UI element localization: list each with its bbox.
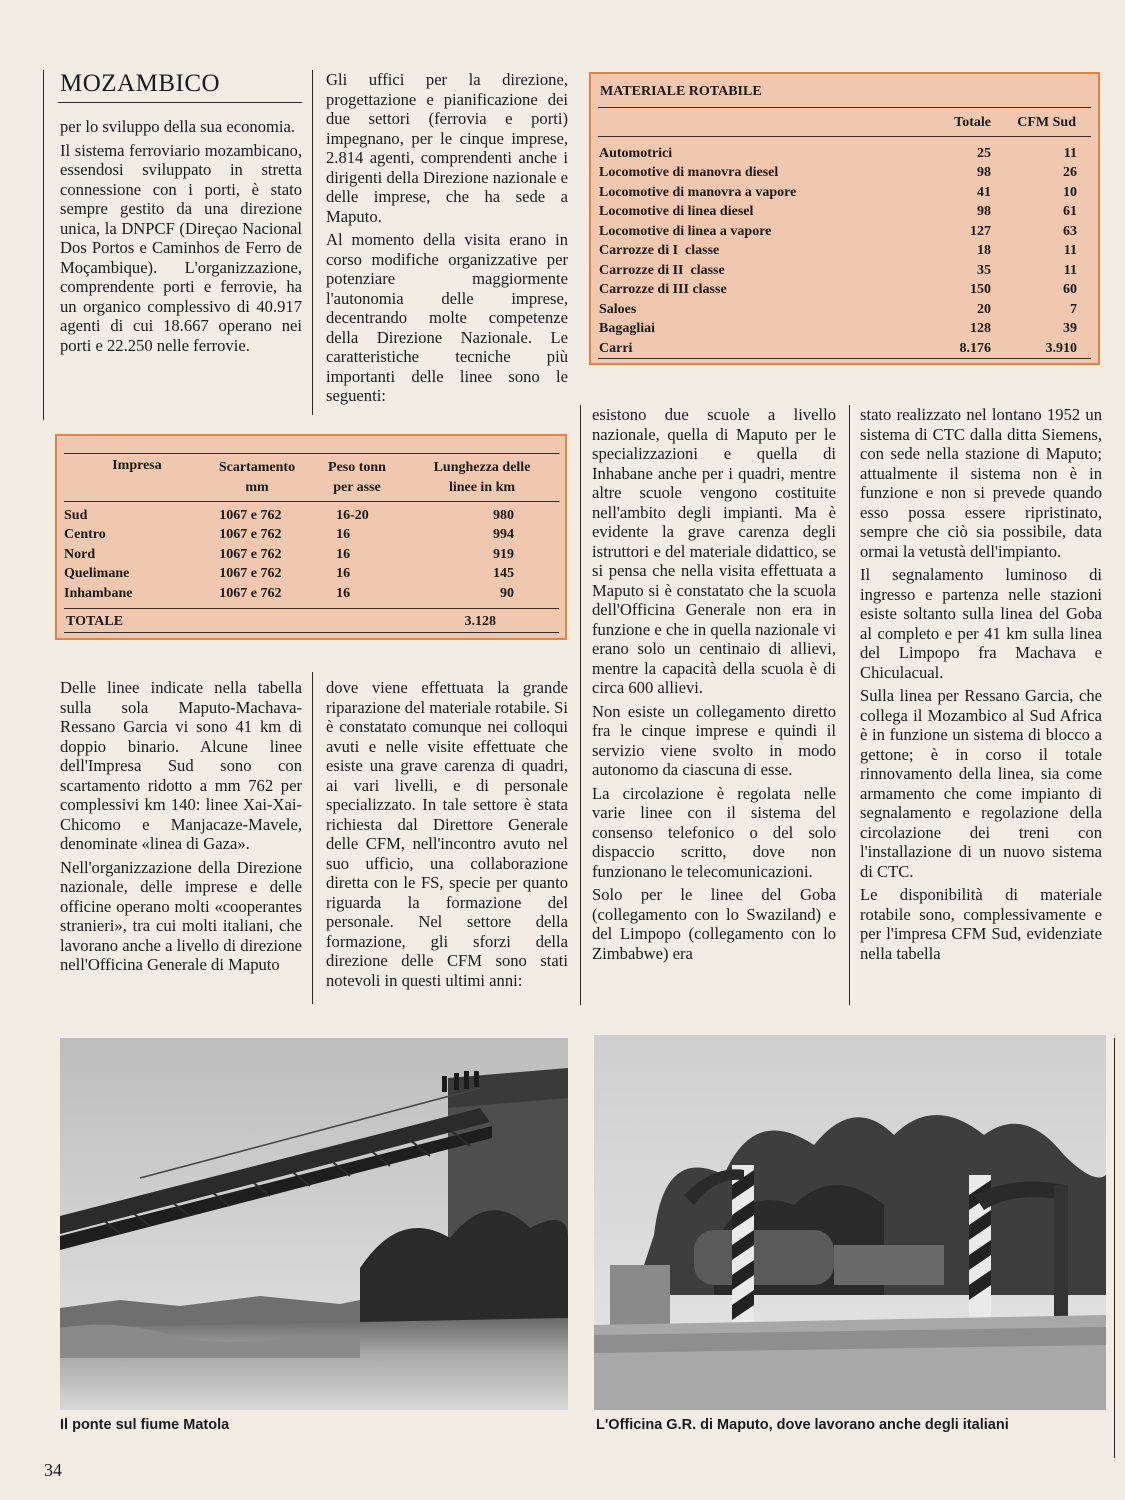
paragraph: La circolazione è regolata nelle varie linee con il sistema del consenso telefonico o del solo dispaccio scritto, dove non funzionano le telecomunicazioni. [592, 783, 836, 881]
right-margin-rule [1114, 1038, 1115, 1458]
header-line: Lunghezza delle [433, 460, 531, 475]
row-impresa: Inhambane [64, 585, 133, 601]
table-rule [64, 632, 559, 633]
photo-bridge [60, 1038, 568, 1410]
header-line: mm [245, 480, 269, 495]
paragraph: Sulla linea per Ressano Garcia, che collega il Mozambico al Sud Africa è in funzione un sistema di blocco a gettone; è in corso il totale rinnovamento della linea, sia come armamento che come impianto di segnalamento e regolazione della circolazione dei treni con l'installazione di un nuovo sistema di CTC. [860, 686, 1102, 881]
column-header-cfm-sud: CFM Sud [1017, 115, 1076, 130]
paragraph: stato realizzato nel lontano 1952 un sistema di CTC dalla ditta Siemens, con sede nella stazione di Maputo; attualmente il sistema non è in funzione e non si prevede quando esso possa essere ripristinato, sempre che ciò sia possibile, data ormai la vetustà dell'impianto. [860, 405, 1102, 561]
column-header-totale: Totale [954, 115, 991, 130]
row-cfm-sud: 60 [1063, 282, 1077, 298]
row-label: Saloes [599, 301, 637, 317]
row-cfm-sud: 3.910 [1045, 340, 1077, 356]
paragraph: esistono due scuole a livello nazionale, quella di Maputo per le specializzazioni e quella di Inhabane anche per i quadri, mentre altre scuole vengono costituite nell'ambito degli impianti. Ma è evidente la grave carenza degli istruttori e del materiale didattico, se si pensa che nella visita effettuata a Maputo si è constatato che la scuola dell'Officina Generale non era in funzione e che in quella nazionale vi erano solo un centinaio di allievi, mentre la capacità della scuola è di circa 600 allievi. [592, 405, 836, 697]
total-label: TOTALE [66, 614, 124, 629]
header-line: linee in km [448, 480, 516, 495]
table-row [599, 144, 1077, 164]
row-cfm-sud: 7 [1070, 301, 1077, 317]
paragraph: dove viene effettuata la grande riparazione del materiale rotabile. Si è constatato comunque nei colloqui avuti e nelle visite effettuate che esiste una grave carenza di quadri, ai vari livelli, e di personale specializzato. In tale settore è stata richiesta dal Direttore Generale delle CFM, nell'incontro avuto nel suo ufficio, una collaborazione diretta con le FS, specie per quanto riguarda la formazione del personale. Nel settore della formazione, gli sforzi della direzione delle CFM sono stati notevoli in questi ultimi anni: [326, 678, 568, 990]
row-totale: 127 [970, 223, 991, 239]
row-label: Locomotive di linea a vapore [599, 223, 772, 239]
row-label: Carrozze di III classe [599, 282, 727, 298]
table-row [599, 183, 1077, 203]
row-totale: 98 [977, 165, 991, 181]
column-4-middle [860, 405, 1102, 967]
page-number: 34 [44, 1460, 62, 1480]
column-1-bottom [60, 678, 302, 979]
column-1-top [60, 117, 302, 359]
row-label: Automotrici [599, 145, 673, 161]
column-header-scartamento [197, 458, 317, 498]
table-rule [64, 501, 559, 502]
column-rule [312, 672, 313, 1004]
caption-right: L'Officina G.R. di Maputo, dove lavorano anche degli italiani [596, 1417, 1009, 1433]
row-impresa: Centro [64, 527, 106, 543]
row-totale: 41 [977, 184, 991, 200]
row-lunghezza: 919 [493, 546, 514, 562]
row-peso: 16-20 [336, 507, 369, 523]
row-lunghezza: 90 [500, 585, 514, 601]
bridge-illustration [60, 1038, 568, 1410]
row-peso: 16 [336, 566, 351, 582]
column-header-impresa: Impresa [112, 458, 162, 473]
row-totale: 128 [970, 321, 991, 337]
rolling-stock-rows [599, 144, 1077, 359]
row-scartamento: 1067 e 762 [219, 527, 282, 543]
row-totale: 18 [977, 243, 991, 259]
paragraph: Il sistema ferroviario mozambicano, essendosi sviluppato in stretta connessione con i porti, è stato sempre gestito da una direzione unica, la DNPCF (Direçao Nacional Dos Portos e Caminhos de Ferro de Moçambique). L'organizzazione, comprendente porti e ferrovie, ha un organico complessivo di 40.917 agenti di cui 18.667 operano nei porti e 22.250 nelle ferrovie. [60, 140, 302, 355]
workshop-illustration [594, 1035, 1106, 1410]
row-scartamento: 1067 e 762 [219, 546, 282, 562]
row-cfm-sud: 63 [1063, 223, 1077, 239]
table-rule [64, 453, 559, 454]
row-impresa: Sud [64, 507, 88, 523]
column-2-top [326, 70, 568, 410]
table-row [64, 565, 514, 585]
caption-left: Il ponte sul fiume Matola [60, 1417, 230, 1433]
table-row [64, 584, 514, 604]
table-rule [64, 608, 559, 609]
table-row [599, 320, 1077, 340]
paragraph: Non esiste un collegamento diretto fra le cinque imprese e quindi il servizio viene svolto in modo autonomo da ciascuna di esse. [592, 701, 836, 779]
paragraph: Nell'organizzazione della Direzione nazionale, delle imprese e delle officine operano molti «cooperantes stranieri», tra cui molti italiani, che lavorano anche a livello di direzione nell'Officina Generale di Maputo [60, 857, 302, 974]
row-totale: 20 [977, 301, 991, 317]
row-label: Locomotive di linea diesel [599, 204, 754, 220]
row-impresa: Quelimane [64, 566, 130, 582]
row-impresa: Nord [64, 546, 96, 562]
column-header-peso [307, 458, 407, 498]
left-margin-rule [43, 70, 44, 420]
column-rule [312, 70, 313, 415]
column-header-lunghezza [412, 458, 552, 498]
row-label: Carrozze di I classe [599, 243, 720, 259]
row-label: Locomotive di manovra diesel [599, 165, 779, 181]
paragraph: Solo per le linee del Goba (collegamento con lo Swaziland) e del Limpopo (collegamento con lo Zimbabwe) era [592, 885, 836, 963]
column-2-bottom [326, 678, 568, 994]
paragraph: Al momento della visita erano in corso modifiche organizzative per potenziare maggiormente l'autonomia delle imprese, decentrando molte competenze della Direzione Nazionale. Le caratteristiche tecniche più importanti delle linee sono le seguenti: [326, 230, 568, 405]
row-totale: 8.176 [959, 340, 991, 356]
header-line: Scartamento [218, 460, 296, 475]
table-title: MATERIALE ROTABILE [600, 84, 762, 99]
table-row [599, 261, 1077, 281]
row-cfm-sud: 26 [1063, 165, 1077, 181]
row-label: Carri [599, 340, 633, 356]
row-peso: 16 [336, 585, 351, 601]
row-scartamento: 1067 e 762 [219, 507, 282, 523]
table-row [64, 526, 514, 546]
paragraph: per lo sviluppo della sua economia. [60, 117, 296, 136]
row-cfm-sud: 39 [1063, 321, 1077, 337]
row-lunghezza: 980 [493, 507, 514, 523]
table-row [599, 339, 1077, 359]
table-rule [598, 107, 1091, 108]
row-cfm-sud: 10 [1063, 184, 1077, 200]
section-title: MOZAMBICO [60, 70, 221, 97]
table-rule [598, 136, 1091, 137]
rolling-stock-table [589, 72, 1100, 365]
column-rule [849, 405, 850, 1005]
table-row [599, 203, 1077, 223]
table-row [599, 281, 1077, 301]
paragraph: Delle linee indicate nella tabella sulla sola Maputo-Machava-Ressano Garcia vi sono 41 km di doppio binario. Alcune linee dell'Impresa Sud sono con scartamento ridotto a mm 762 per complessivi km 140: linee Xai-Xai-Chicomo e Manjacaze-Mavele, denominate «linea di Gaza». [60, 678, 302, 853]
paragraph: Gli uffici per la direzione, progettazione e pianificazione dei due settori (ferrovia e porti) impegnano, per le cinque imprese, 2.814 agenti, comprendenti anche i dirigenti della Direzione nazionale e delle imprese, che ha sede a Maputo. [326, 70, 568, 226]
table-row [599, 242, 1077, 262]
header-line: Peso tonn [328, 460, 386, 475]
row-cfm-sud: 61 [1063, 204, 1077, 220]
row-lunghezza: 994 [493, 527, 514, 543]
table-row [64, 545, 514, 565]
row-totale: 25 [977, 145, 991, 161]
row-lunghezza: 145 [493, 566, 514, 582]
lines-table [55, 434, 567, 640]
table-row [599, 300, 1077, 320]
row-totale: 98 [977, 204, 991, 220]
row-label: Bagagliai [599, 321, 656, 337]
row-cfm-sud: 11 [1063, 243, 1077, 259]
column-3-middle [592, 405, 836, 967]
table-row [599, 164, 1077, 184]
row-peso: 16 [336, 546, 351, 562]
total-value: 3.128 [464, 614, 496, 629]
row-label: Locomotive di manovra a vapore [599, 184, 797, 200]
table-row [64, 506, 514, 526]
row-totale: 35 [977, 262, 991, 278]
table-row [599, 222, 1077, 242]
header-line: per asse [333, 480, 381, 495]
row-label: Carrozze di II classe [599, 262, 725, 278]
row-peso: 16 [336, 527, 351, 543]
row-scartamento: 1067 e 762 [219, 585, 282, 601]
photo-workshop [594, 1035, 1106, 1410]
row-scartamento: 1067 e 762 [219, 566, 282, 582]
lines-rows [64, 506, 514, 604]
row-totale: 150 [970, 282, 991, 298]
paragraph: Il segnalamento luminoso di ingresso e partenza nelle stazioni esiste soltanto sulla linea del Goba al completo e per 41 km sulla linea del Limpopo fra Machava e Chiculacual. [860, 565, 1102, 682]
row-cfm-sud: 11 [1063, 145, 1077, 161]
paragraph: Le disponibilità di materiale rotabile sono, complessivamente e per l'impresa CFM Sud, evidenziate nella tabella [860, 885, 1102, 963]
title-rule [58, 102, 302, 103]
row-cfm-sud: 11 [1063, 262, 1077, 278]
table-rule [598, 358, 1091, 359]
column-rule [580, 405, 581, 1005]
